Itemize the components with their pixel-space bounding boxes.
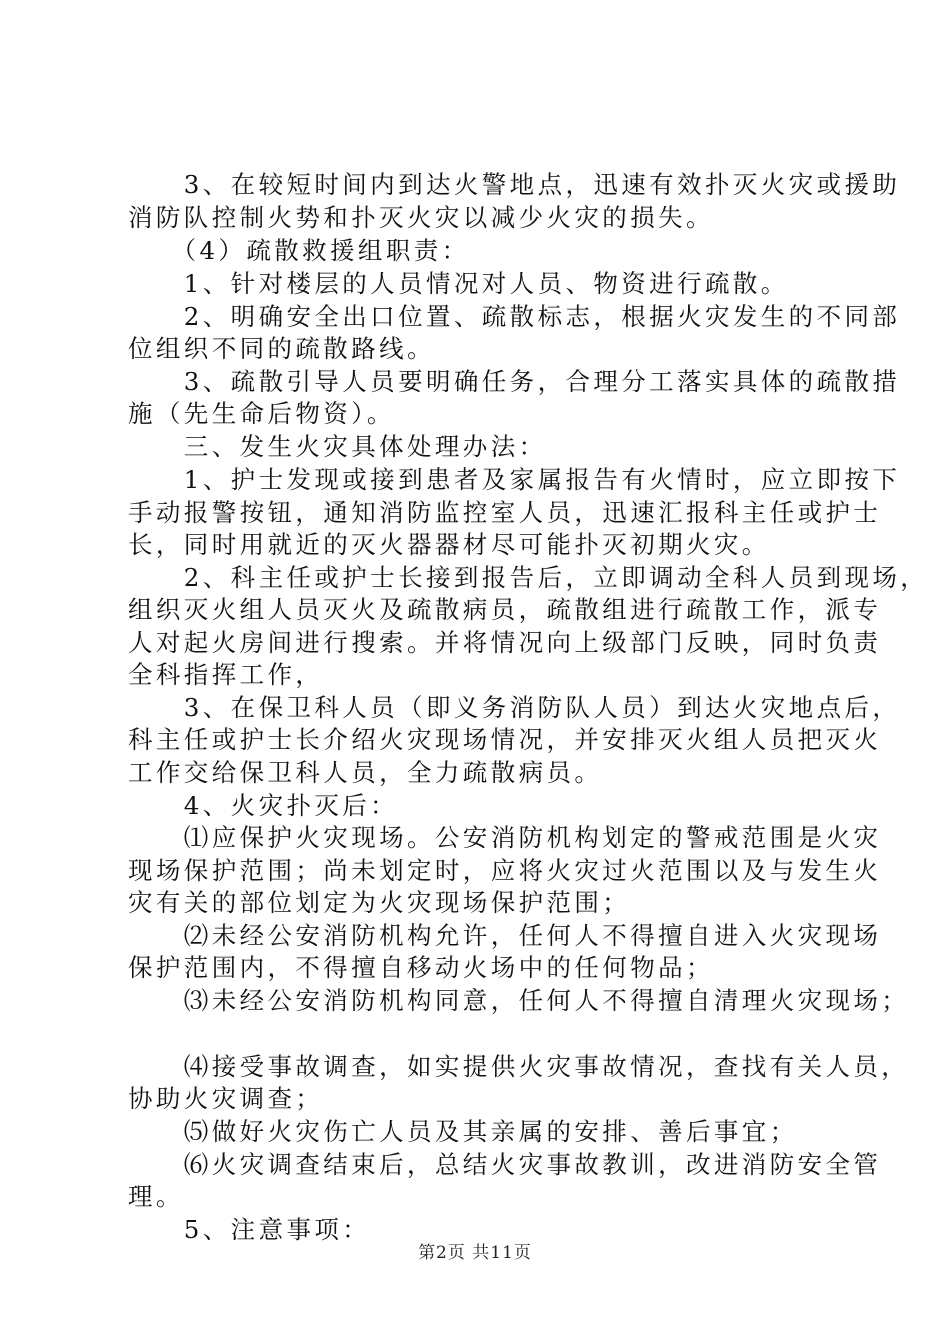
- text-line: 组织灭火组人员灭火及疏散病员，疏散组进行疏散工作，派专: [128, 595, 882, 624]
- text-line: ⑹火灾调查结束后，总结火灾事故教训，改进消防安全管: [128, 1150, 882, 1179]
- text-line: 现场保护范围；尚未划定时，应将火灾过火范围以及与发生火: [128, 856, 882, 885]
- text-line: 1、针对楼层的人员情况对人员、物资进行疏散。: [128, 269, 789, 298]
- text-line: 消防队控制火势和扑灭火灾以减少火灾的损失。: [128, 203, 714, 232]
- text-line: 施（先生命后物资）。: [128, 399, 395, 428]
- text-line: 人对起火房间进行搜索。并将情况向上级部门反映，同时负责: [128, 628, 882, 657]
- text-line: 1、护士发现或接到患者及家属报告有火情时，应立即按下: [128, 465, 901, 494]
- text-line: 手动报警按钮，通知消防监控室人员，迅速汇报科主任或护士: [128, 498, 882, 527]
- text-line: 灾有关的部位划定为火灾现场保护范围；: [128, 888, 631, 917]
- text-line: 2、科主任或护士长接到报告后，立即调动全科人员到现场，: [128, 563, 929, 592]
- text-line: 3、在保卫科人员（即义务消防队人员）到达火灾地点后，: [128, 693, 901, 722]
- text-line: ⑷接受事故调查，如实提供火灾事故情况，查找有关人员，: [128, 1052, 910, 1081]
- page-number-footer: 第2页 共11页: [418, 1243, 532, 1263]
- text-line: 5、注意事项：: [128, 1215, 371, 1244]
- text-line: 3、疏散引导人员要明确任务，合理分工落实具体的疏散措: [128, 367, 901, 396]
- text-line: 长，同时用就近的灭火器器材尽可能扑灭初期火灾。: [128, 530, 770, 559]
- text-line: ⑵未经公安消防机构允许，任何人不得擅自进入火灾现场: [128, 921, 882, 950]
- text-line: （4）疏散救援组职责：: [128, 236, 470, 265]
- text-line: 科主任或护士长介绍火灾现场情况，并安排灭火组人员把灭火: [128, 725, 882, 754]
- text-line: 3、在较短时间内到达火警地点，迅速有效扑灭火灾或援助: [128, 170, 901, 199]
- text-line: 协助火灾调查；: [128, 1084, 324, 1113]
- text-line: 位组织不同的疏散路线。: [128, 334, 435, 363]
- text-line: 三、发生火灾具体处理办法：: [128, 432, 547, 461]
- text-line: 工作交给保卫科人员，全力疏散病员。: [128, 758, 603, 787]
- text-line: 保护范围内，不得擅自移动火场中的任何物品；: [128, 953, 714, 982]
- text-line: ⑴应保护火灾现场。公安消防机构划定的警戒范围是火灾: [128, 823, 882, 852]
- text-line: 理。: [128, 1182, 184, 1211]
- text-line: 全科指挥工作，: [128, 660, 324, 689]
- text-line: ⑶未经公安消防机构同意，任何人不得擅自清理火灾现场；: [128, 986, 910, 1015]
- text-line: 4、火灾扑灭后：: [128, 791, 399, 820]
- text-line: ⑸做好火灾伤亡人员及其亲属的安排、善后事宜；: [128, 1117, 798, 1146]
- text-line: 2、明确安全出口位置、疏散标志，根据火灾发生的不同部: [128, 302, 901, 331]
